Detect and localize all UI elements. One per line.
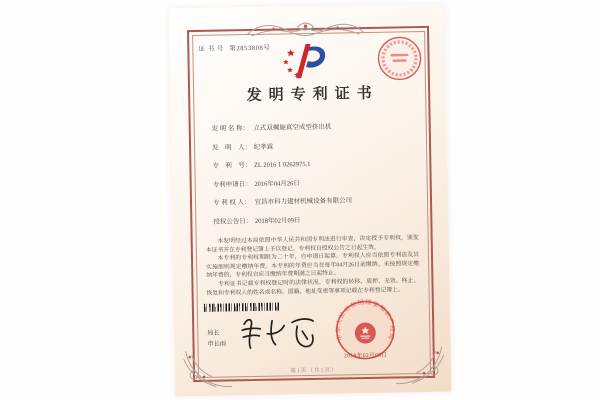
field-grant-date-label: 授权公告日： [213,217,253,226]
director-title: 局长 [207,329,220,337]
director-block [207,327,226,349]
legal-text [206,234,420,298]
field-inventor [212,141,417,152]
certificate-paper [169,4,452,397]
field-patent-number [212,159,417,170]
certificate-number-label: 证 书 号 [198,45,225,53]
legal-paragraph-1: 本发明经过本局依照中华人民共和国专利法进行审查，决定授予专利权，颁发本证书并在专利登记簿上予以登记。专利权自授权公告之日起生效。 [205,235,419,254]
round-red-stamp [376,35,423,82]
patent-office-logo [282,43,329,80]
director-name: 申长雨 [207,340,227,348]
barcode [204,303,280,312]
field-grant-date [213,215,418,226]
field-invention-name-label: 发 明 名 称： [211,125,250,133]
field-patent-number-value: ZL 2016 1 0262975.1 [253,160,311,169]
certificate-number-value: 第2853808号 [229,44,271,53]
field-inventor-value: 纪孝霖 [253,143,274,151]
field-patent-number-label: 专 利 号： [212,162,252,170]
certificate-fields [212,122,419,237]
legal-paragraph-3: 专利证书记载专利权登记时的法律状况。专利权的转移、质押、无效、终止、恢复和专利权人的姓名或名称、国籍、地址变更等事项记载在专利登记簿上。 [206,278,420,297]
top-lace-ornament [243,16,367,44]
logo-red-wedge [296,44,312,78]
certificate-number-line [198,43,270,53]
field-filing-date-label: 专利申请日： [212,180,252,189]
director-signature-handwriting [234,313,321,354]
seal-issue-date: 2018年02月09日 [343,352,388,360]
certificate-border-frame [187,26,435,382]
field-filing-date-value: 2016年04月26日 [254,179,300,188]
field-inventor-label: 发 明 人： [212,143,252,152]
field-patentee [213,196,418,207]
seal-ring-text: 中华人民共和国国家知识产权局 [336,299,395,341]
field-invention-name [212,122,417,133]
page-number-footer: 第1页（共1页） [290,367,338,375]
certificate-title: 发明专利证书 [246,85,379,105]
field-filing-date [213,178,418,189]
field-patentee-label: 专 利 权 人： [212,199,251,207]
field-grant-date-value: 2018年02月09日 [254,216,301,225]
field-invention-name-value: 立式双螺旋真空成型挤出机 [253,123,332,132]
field-patentee-value: 宜昌市科力建材机械设备有限公司 [254,197,353,206]
logo-stars [283,49,300,77]
legal-paragraph-2: 本专利的专利权期限为二十年，自申请日起算。专利权人应当依照专利法及其实施细则规定缴纳年费。本专利的年费应当在每年04月26日前缴纳。未按照规定缴纳年费的，专利权自应当缴纳年费期满之日起终止。 [206,252,420,280]
